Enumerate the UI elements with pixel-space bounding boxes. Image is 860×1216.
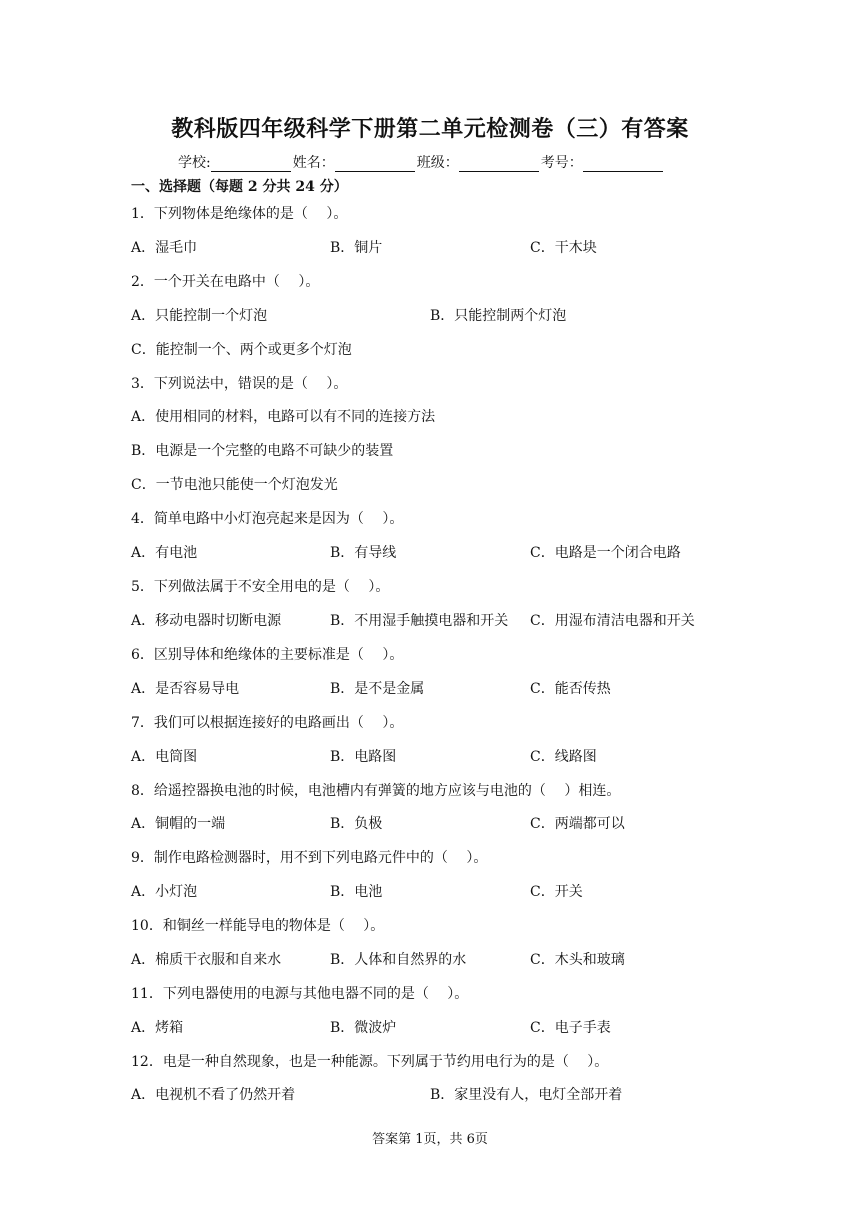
question-9: 9．制作电路检测器时，用不到下列电路元件中的（ ）。 [131,850,488,866]
class-field[interactable] [459,157,539,172]
q4-option-a: A．有电池 [131,545,198,561]
section-heading: 一、选择题（每题 2 分共 24 分） [131,179,348,195]
page-title: 教科版四年级科学下册第二单元检测卷（三）有答案 [171,116,689,142]
q1-option-a: A．湿毛巾 [131,240,198,256]
q2-option-a: A．只能控制一个灯泡 [131,308,268,324]
question-5: 5．下列做法属于不安全用电的是（ ）。 [131,579,390,595]
name-label: 姓名： [292,155,335,171]
q5-option-a: A．移动电器时切断电源 [131,613,282,629]
q4-option-c: C．电路是一个闭合电路 [530,545,681,561]
q5-option-c: C．用湿布清洁电器和开关 [530,613,695,629]
exam-number-label: 考号： [540,155,583,171]
question-11: 11．下列电器使用的电源与其他电器不同的是（ ）。 [131,986,469,1002]
q9-option-a: A．小灯泡 [131,884,198,900]
q6-option-c: C．能否传热 [530,681,611,697]
q1-option-c: C．干木块 [530,240,597,256]
q8-option-a: A．铜帽的一端 [131,816,226,832]
q11-option-a: A．烤箱 [131,1020,184,1036]
q7-option-c: C．线路图 [530,749,597,765]
question-4: 4．简单电路中小灯泡亮起来是因为（ ）。 [131,511,404,527]
question-6: 6．区别导体和绝缘体的主要标准是（ ）。 [131,647,404,663]
q12-option-a: A．电视机不看了仍然开着 [131,1087,296,1103]
question-10: 10．和铜丝一样能导电的物体是（ ）。 [131,918,385,934]
school-label: 学校: [178,155,211,171]
question-8: 8．给遥控器换电池的时候，电池槽内有弹簧的地方应该与电池的（ ）相连。 [131,783,621,799]
q9-option-c: C．开关 [530,884,583,900]
q10-option-c: C．木头和玻璃 [530,952,625,968]
q3-option-a: A．使用相同的材料，电路可以有不同的连接方法 [131,409,436,425]
q7-option-a: A．电筒图 [131,749,198,765]
page-footer: 答案第 1页，共 6页 [372,1132,488,1147]
school-field[interactable] [211,157,291,172]
q11-option-c: C．电子手表 [530,1020,611,1036]
question-12: 12．电是一种自然现象，也是一种能源。下列属于节约用电行为的是（ ）。 [131,1054,609,1070]
q4-option-b: B．有导线 [330,545,397,561]
q11-option-b: B．微波炉 [330,1020,397,1036]
q5-option-b: B．不用湿手触摸电器和开关 [330,613,509,629]
q8-option-c: C．两端都可以 [530,816,625,832]
question-2: 2．一个开关在电路中（ ）。 [131,274,320,290]
question-7: 7．我们可以根据连接好的电路画出（ ）。 [131,715,404,731]
q8-option-b: B．负极 [330,816,383,832]
question-3: 3．下列说法中，错误的是（ ）。 [131,376,348,392]
question-1: 1．下列物体是绝缘体的是（ ）。 [131,206,348,222]
q3-option-b: B．电源是一个完整的电路不可缺少的装置 [131,443,394,459]
q2-option-c: C．能控制一个、两个或更多个灯泡 [131,342,352,358]
q2-option-b: B．只能控制两个灯泡 [430,308,567,324]
exam-number-field[interactable] [583,157,663,172]
q7-option-b: B．电路图 [330,749,397,765]
q12-option-b: B．家里没有人，电灯全部开着 [430,1087,623,1103]
q6-option-b: B．是不是金属 [330,681,425,697]
q10-option-a: A．棉质干衣服和自来水 [131,952,282,968]
q9-option-b: B．电池 [330,884,383,900]
q1-option-b: B．铜片 [330,240,383,256]
student-info-row [178,152,665,172]
class-label: 班级： [416,155,459,171]
name-field[interactable] [335,157,415,172]
q6-option-a: A．是否容易导电 [131,681,240,697]
q3-option-c: C．一节电池只能使一个灯泡发光 [131,477,338,493]
q10-option-b: B．人体和自然界的水 [330,952,467,968]
